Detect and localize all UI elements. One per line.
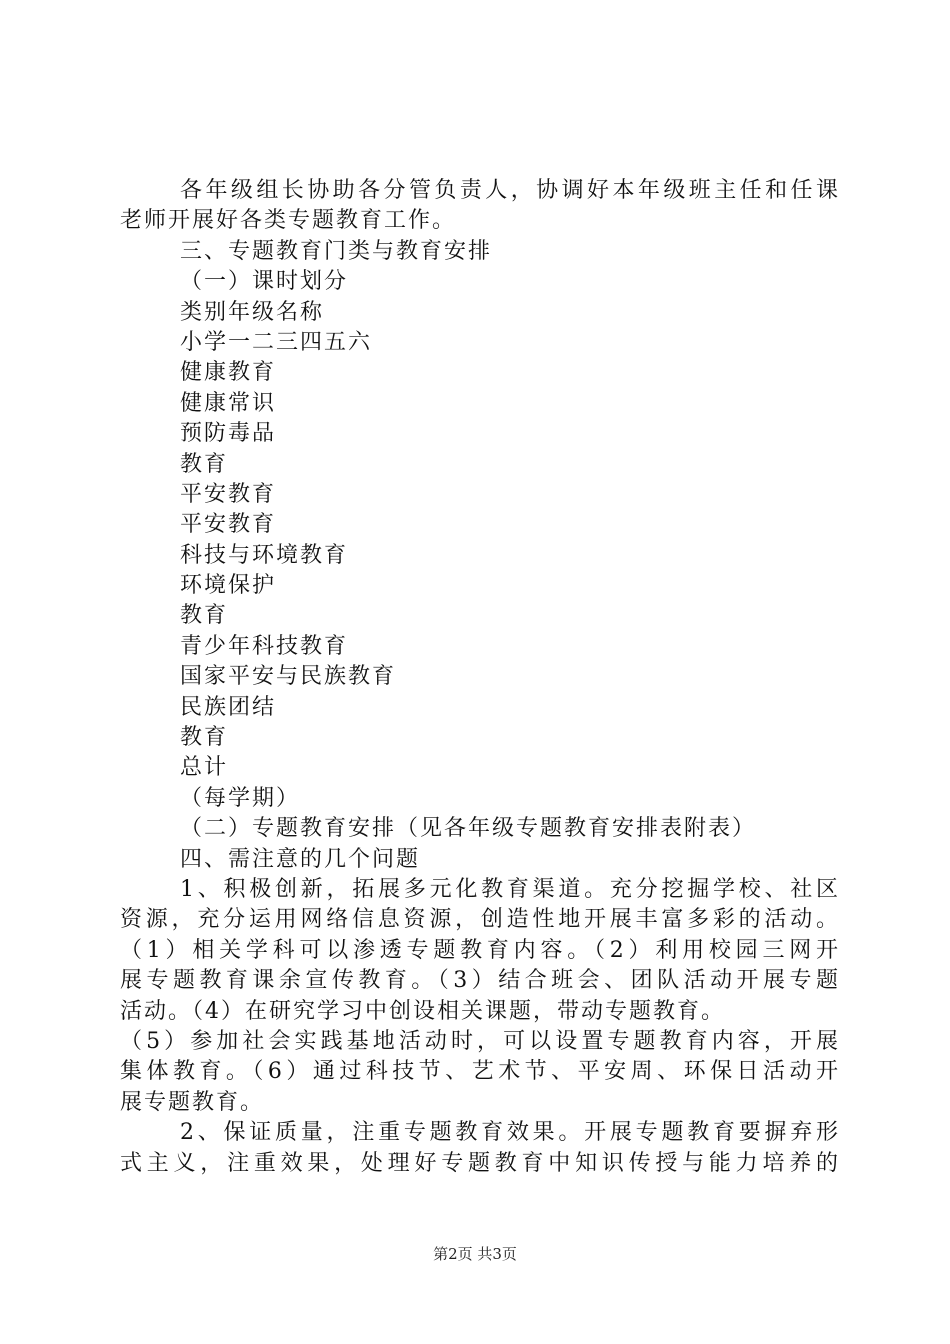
section-heading: 三、专题教育门类与教育安排: [180, 238, 493, 264]
text-line: 展专题教育。: [120, 1089, 265, 1115]
text-line: 平安教育: [180, 512, 277, 538]
text-line: 民族团结: [180, 694, 277, 720]
text-line: 小学一二三四五六: [180, 329, 373, 355]
text-line: 预防毒品: [180, 421, 277, 447]
text-line: 教育: [180, 603, 229, 629]
text-line: （每学期）: [180, 785, 301, 811]
text-line: 教育: [180, 725, 229, 751]
text-line: 青少年科技教育: [180, 633, 349, 659]
text-line: （5）参加社会实践基地活动时，可以设置专题教育内容，开展: [120, 1028, 840, 1054]
text-line: 环境保护: [180, 573, 277, 599]
subsection-heading: （二）专题教育安排（见各年级专题教育安排表附表）: [180, 816, 757, 842]
text-line: 展专题教育课余宣传教育。（3）结合班会、团队活动开展专题: [120, 968, 840, 994]
text-line: 教育: [180, 451, 229, 477]
page-number-footer: 第2页 共3页: [433, 1245, 517, 1263]
text-line: 老师开展好各类专题教育工作。: [120, 208, 457, 234]
text-line: （1）相关学科可以渗透专题教育内容。（2）利用校园三网开: [120, 937, 840, 963]
text-line: 式主义，注重效果，处理好专题教育中知识传授与能力培养的: [120, 1150, 840, 1176]
text-line: 各年级组长协助各分管负责人，协调好本年级班主任和任课: [180, 178, 840, 203]
text-line: 活动。（4）在研究学习中创设相关课题，带动专题教育。: [120, 998, 725, 1024]
document-body: [120, 176, 840, 1179]
text-line: 资源，充分运用网络信息资源，创造性地开展丰富多彩的活动。: [120, 907, 840, 933]
text-line: 国家平安与民族教育: [180, 664, 397, 690]
text-line: 健康常识: [180, 390, 277, 416]
text-line: 健康教育: [180, 360, 277, 386]
subsection-heading: （一）课时划分: [180, 269, 349, 295]
text-line: 1、积极创新，拓展多元化教育渠道。充分挖掘学校、社区: [180, 876, 840, 902]
text-line: 平安教育: [180, 481, 277, 507]
text-line: 集体教育。（6）通过科技节、艺术节、平安周、环保日活动开: [120, 1059, 840, 1085]
section-heading: 四、需注意的几个问题: [180, 846, 421, 872]
text-line: 总计: [180, 755, 229, 781]
text-line: 科技与环境教育: [180, 542, 349, 568]
text-line: 2、保证质量，注重专题教育效果。开展专题教育要摒弃形: [180, 1120, 840, 1146]
text-line: 类别年级名称: [180, 299, 325, 325]
